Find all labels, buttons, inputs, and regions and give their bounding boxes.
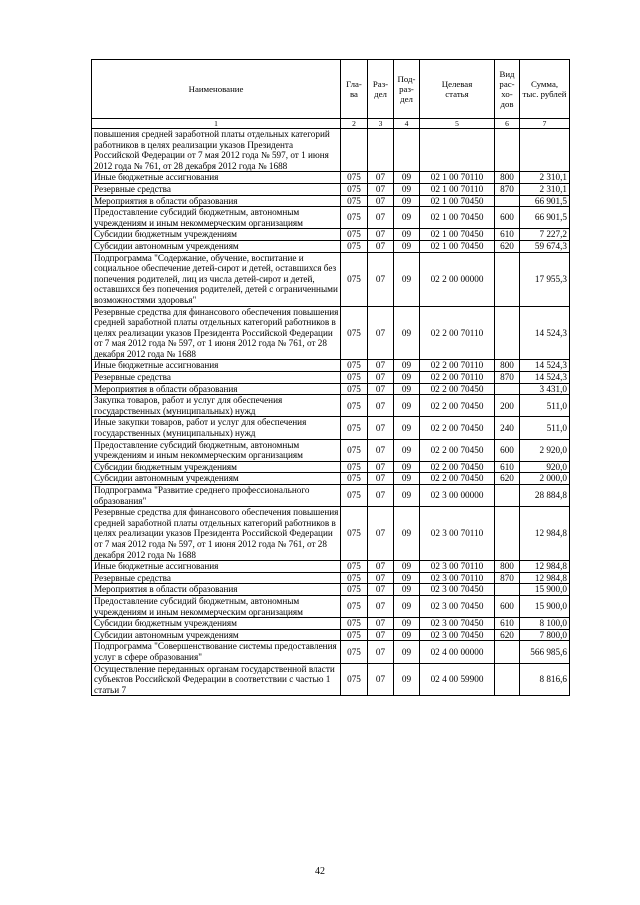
cell-name: Субсидии автономным учреждениям xyxy=(92,240,341,252)
cell-target-article: 02 3 00 70110 xyxy=(420,507,495,561)
cell-name: Предоставление субсидий бюджетным, автономным учреждениям и иным некоммерческим организациям xyxy=(92,207,341,229)
cell-expense-type: 870 xyxy=(495,183,520,195)
cell-podrazdel: 09 xyxy=(394,229,420,241)
cell-name: Подпрограмма "Совершенствование системы предоставления услуг в сфере образования" xyxy=(92,641,341,663)
cell-podrazdel: 09 xyxy=(394,240,420,252)
cell-razdel: 07 xyxy=(368,172,394,184)
cell-expense-type: 800 xyxy=(495,561,520,573)
cell-target-article: 02 4 00 59900 xyxy=(420,663,495,696)
table-row xyxy=(92,129,570,172)
cell-razdel: 07 xyxy=(368,629,394,641)
cell-podrazdel: 09 xyxy=(394,507,420,561)
cell-target-article: 02 2 00 70450 xyxy=(420,439,495,461)
cell-sum: 17 955,3 xyxy=(520,252,570,306)
table-row xyxy=(92,618,570,630)
cell-sum: 511,0 xyxy=(520,395,570,417)
cell-name: Субсидии бюджетным учреждениям xyxy=(92,618,341,630)
cell-sum: 2 920,0 xyxy=(520,439,570,461)
cell-target-article: 02 3 00 70450 xyxy=(420,618,495,630)
cell-razdel: 07 xyxy=(368,507,394,561)
cell-sum: 14 524,3 xyxy=(520,306,570,360)
column-number: 4 xyxy=(394,119,420,129)
cell-razdel: 07 xyxy=(368,473,394,485)
cell-podrazdel: 09 xyxy=(394,641,420,663)
cell-name: Резервные средства для финансового обеспечения повышения средней заработной платы отдельных категорий работников в целях реализации указов Президента Российской Федерации от 7 мая 2012 года № 597, от 1 июня 2012 года № 761, от 28 декабря 2012 года № 1688 xyxy=(92,306,341,360)
cell-expense-type xyxy=(495,584,520,596)
cell-razdel: 07 xyxy=(368,461,394,473)
cell-name: Иные бюджетные ассигнования xyxy=(92,172,341,184)
cell-podrazdel: 09 xyxy=(394,663,420,696)
cell-expense-type: 200 xyxy=(495,395,520,417)
cell-target-article: 02 3 00 70450 xyxy=(420,629,495,641)
cell-name: Подпрограмма "Содержание, обучение, воспитание и социальное обеспечение детей-сирот и детей, оставшихся без попечения родителей, лиц из числа детей-сирот и детей, оставшихся без попечения родителей, детей с ограниченными возможностями здоровья" xyxy=(92,252,341,306)
cell-glava: 075 xyxy=(341,417,368,439)
cell-razdel: 07 xyxy=(368,372,394,384)
table-row xyxy=(92,417,570,439)
cell-expense-type: 610 xyxy=(495,618,520,630)
cell-name: Иные закупки товаров, работ и услуг для обеспечения государственных (муниципальных) нужд xyxy=(92,417,341,439)
cell-sum xyxy=(520,129,570,172)
column-number: 1 xyxy=(92,119,341,129)
cell-target-article: 02 2 00 70450 xyxy=(420,383,495,395)
cell-glava: 075 xyxy=(341,561,368,573)
cell-glava: 075 xyxy=(341,306,368,360)
cell-razdel: 07 xyxy=(368,395,394,417)
cell-glava: 075 xyxy=(341,461,368,473)
cell-expense-type xyxy=(495,641,520,663)
cell-expense-type: 240 xyxy=(495,417,520,439)
cell-sum: 8 100,0 xyxy=(520,618,570,630)
cell-razdel: 07 xyxy=(368,595,394,617)
cell-expense-type: 800 xyxy=(495,172,520,184)
cell-expense-type xyxy=(495,252,520,306)
budget-table xyxy=(91,59,570,696)
cell-razdel: 07 xyxy=(368,207,394,229)
cell-razdel: 07 xyxy=(368,195,394,207)
cell-sum: 66 901,5 xyxy=(520,207,570,229)
cell-expense-type xyxy=(495,383,520,395)
cell-podrazdel: 09 xyxy=(394,572,420,584)
cell-razdel: 07 xyxy=(368,641,394,663)
table-row xyxy=(92,372,570,384)
table-row xyxy=(92,360,570,372)
cell-glava: 075 xyxy=(341,207,368,229)
cell-sum: 511,0 xyxy=(520,417,570,439)
cell-podrazdel: 09 xyxy=(394,461,420,473)
cell-podrazdel: 09 xyxy=(394,417,420,439)
cell-razdel: 07 xyxy=(368,240,394,252)
table-row xyxy=(92,584,570,596)
cell-expense-type: 870 xyxy=(495,572,520,584)
cell-razdel: 07 xyxy=(368,229,394,241)
cell-target-article: 02 2 00 70110 xyxy=(420,372,495,384)
cell-expense-type: 870 xyxy=(495,372,520,384)
header-sum: Сумма, тыс. рублей xyxy=(520,60,570,119)
cell-razdel: 07 xyxy=(368,183,394,195)
cell-target-article: 02 1 00 70450 xyxy=(420,229,495,241)
header-glava: Гла- ва xyxy=(341,60,368,119)
cell-sum: 7 800,0 xyxy=(520,629,570,641)
cell-sum: 59 674,3 xyxy=(520,240,570,252)
cell-name: Осуществление переданных органам государственной власти субъектов Российской Федерации в соответствии с частью 1 статьи 7 xyxy=(92,663,341,696)
cell-podrazdel: 09 xyxy=(394,561,420,573)
cell-target-article: 02 2 00 70450 xyxy=(420,417,495,439)
cell-glava: 075 xyxy=(341,641,368,663)
cell-glava: 075 xyxy=(341,229,368,241)
cell-target-article: 02 3 00 70110 xyxy=(420,561,495,573)
cell-razdel: 07 xyxy=(368,584,394,596)
table-row xyxy=(92,207,570,229)
cell-glava: 075 xyxy=(341,383,368,395)
header-razdel: Раз- дел xyxy=(368,60,394,119)
cell-target-article: 02 3 00 00000 xyxy=(420,485,495,507)
column-number: 7 xyxy=(520,119,570,129)
cell-podrazdel: 09 xyxy=(394,473,420,485)
cell-sum: 14 524,3 xyxy=(520,372,570,384)
cell-name: Иные бюджетные ассигнования xyxy=(92,360,341,372)
cell-expense-type: 610 xyxy=(495,229,520,241)
cell-podrazdel: 09 xyxy=(394,207,420,229)
cell-name: Предоставление субсидий бюджетным, автономным учреждениям и иным некоммерческим организациям xyxy=(92,439,341,461)
cell-expense-type xyxy=(495,129,520,172)
cell-target-article: 02 1 00 70110 xyxy=(420,172,495,184)
cell-target-article: 02 2 00 00000 xyxy=(420,252,495,306)
table-row xyxy=(92,595,570,617)
cell-glava: 075 xyxy=(341,584,368,596)
cell-expense-type: 800 xyxy=(495,360,520,372)
header-podrazdel: Под- раз- дел xyxy=(394,60,420,119)
cell-sum: 12 984,8 xyxy=(520,507,570,561)
cell-target-article: 02 1 00 70450 xyxy=(420,195,495,207)
cell-razdel: 07 xyxy=(368,485,394,507)
cell-podrazdel: 09 xyxy=(394,618,420,630)
cell-podrazdel: 09 xyxy=(394,360,420,372)
cell-expense-type xyxy=(495,306,520,360)
cell-target-article: 02 4 00 00000 xyxy=(420,641,495,663)
cell-razdel: 07 xyxy=(368,572,394,584)
cell-name: Мероприятия в области образования xyxy=(92,195,341,207)
cell-podrazdel: 09 xyxy=(394,372,420,384)
table-row xyxy=(92,473,570,485)
cell-podrazdel: 09 xyxy=(394,183,420,195)
cell-expense-type: 610 xyxy=(495,461,520,473)
cell-glava: 075 xyxy=(341,439,368,461)
cell-name: Подпрограмма "Развитие среднего профессионального образования" xyxy=(92,485,341,507)
cell-name: Субсидии бюджетным учреждениям xyxy=(92,461,341,473)
cell-expense-type: 620 xyxy=(495,240,520,252)
table-row xyxy=(92,663,570,696)
cell-name: Субсидии бюджетным учреждениям xyxy=(92,229,341,241)
cell-razdel xyxy=(368,129,394,172)
cell-glava: 075 xyxy=(341,572,368,584)
cell-target-article: 02 1 00 70450 xyxy=(420,207,495,229)
cell-sum: 15 900,0 xyxy=(520,595,570,617)
header-target: Целевая статья xyxy=(420,60,495,119)
cell-sum: 566 985,6 xyxy=(520,641,570,663)
column-number: 5 xyxy=(420,119,495,129)
table-body xyxy=(92,129,570,696)
cell-target-article: 02 2 00 70450 xyxy=(420,461,495,473)
cell-target-article: 02 1 00 70450 xyxy=(420,240,495,252)
cell-podrazdel: 09 xyxy=(394,485,420,507)
table-row xyxy=(92,383,570,395)
cell-target-article: 02 3 00 70450 xyxy=(420,595,495,617)
cell-name: Субсидии автономным учреждениям xyxy=(92,629,341,641)
cell-glava: 075 xyxy=(341,172,368,184)
table-row xyxy=(92,252,570,306)
cell-podrazdel: 09 xyxy=(394,439,420,461)
cell-razdel: 07 xyxy=(368,383,394,395)
cell-glava: 075 xyxy=(341,195,368,207)
cell-sum: 2 000,0 xyxy=(520,473,570,485)
cell-glava: 075 xyxy=(341,360,368,372)
cell-glava: 075 xyxy=(341,595,368,617)
cell-sum: 920,0 xyxy=(520,461,570,473)
table-row xyxy=(92,561,570,573)
table-row xyxy=(92,629,570,641)
cell-target-article: 02 2 00 70110 xyxy=(420,360,495,372)
cell-expense-type: 600 xyxy=(495,439,520,461)
cell-target-article: 02 2 00 70450 xyxy=(420,473,495,485)
cell-target-article xyxy=(420,129,495,172)
cell-sum: 8 816,6 xyxy=(520,663,570,696)
cell-target-article: 02 2 00 70110 xyxy=(420,306,495,360)
cell-name: Субсидии автономным учреждениям xyxy=(92,473,341,485)
cell-razdel: 07 xyxy=(368,360,394,372)
table-row xyxy=(92,395,570,417)
cell-target-article: 02 1 00 70110 xyxy=(420,183,495,195)
table-row xyxy=(92,641,570,663)
cell-podrazdel: 09 xyxy=(394,584,420,596)
cell-razdel: 07 xyxy=(368,663,394,696)
cell-razdel: 07 xyxy=(368,417,394,439)
cell-sum: 7 227,2 xyxy=(520,229,570,241)
cell-glava: 075 xyxy=(341,395,368,417)
cell-expense-type xyxy=(495,195,520,207)
cell-podrazdel: 09 xyxy=(394,595,420,617)
cell-glava: 075 xyxy=(341,252,368,306)
cell-expense-type: 620 xyxy=(495,629,520,641)
cell-expense-type xyxy=(495,663,520,696)
column-number: 6 xyxy=(495,119,520,129)
cell-sum: 2 310,1 xyxy=(520,183,570,195)
table-row xyxy=(92,485,570,507)
cell-podrazdel: 09 xyxy=(394,252,420,306)
cell-glava: 075 xyxy=(341,507,368,561)
cell-sum: 12 984,8 xyxy=(520,561,570,573)
cell-podrazdel xyxy=(394,129,420,172)
cell-glava: 075 xyxy=(341,663,368,696)
cell-name: Резервные средства xyxy=(92,183,341,195)
cell-razdel: 07 xyxy=(368,306,394,360)
cell-sum: 14 524,3 xyxy=(520,360,570,372)
cell-razdel: 07 xyxy=(368,618,394,630)
cell-name: повышения средней заработной платы отдельных категорий работников в целях реализации указов Президента Российской Федерации от 7 мая 2012 года № 597, от 1 июня 2012 года № 761, от 28 декабря 2012 года № 1688 xyxy=(92,129,341,172)
cell-razdel: 07 xyxy=(368,439,394,461)
cell-expense-type xyxy=(495,507,520,561)
cell-name: Резервные средства xyxy=(92,572,341,584)
table-row xyxy=(92,195,570,207)
table-row xyxy=(92,183,570,195)
cell-podrazdel: 09 xyxy=(394,172,420,184)
cell-podrazdel: 09 xyxy=(394,629,420,641)
cell-glava: 075 xyxy=(341,240,368,252)
table-row xyxy=(92,507,570,561)
cell-expense-type xyxy=(495,485,520,507)
cell-glava xyxy=(341,129,368,172)
cell-expense-type: 600 xyxy=(495,207,520,229)
cell-sum: 2 310,1 xyxy=(520,172,570,184)
header-vid: Вид рас- хо- дов xyxy=(495,60,520,119)
cell-sum: 28 884,8 xyxy=(520,485,570,507)
cell-expense-type: 600 xyxy=(495,595,520,617)
cell-name: Резервные средства для финансового обеспечения повышения средней заработной платы отдельных категорий работников в целях реализации указов Президента Российской Федерации от 7 мая 2012 года № 597, от 1 июня 2012 года № 761, от 28 декабря 2012 года № 1688 xyxy=(92,507,341,561)
cell-glava: 075 xyxy=(341,473,368,485)
cell-sum: 12 984,8 xyxy=(520,572,570,584)
header-name: Наименование xyxy=(92,60,341,119)
table-row xyxy=(92,229,570,241)
table-row xyxy=(92,461,570,473)
cell-razdel: 07 xyxy=(368,561,394,573)
cell-target-article: 02 2 00 70450 xyxy=(420,395,495,417)
cell-glava: 075 xyxy=(341,629,368,641)
cell-glava: 075 xyxy=(341,485,368,507)
page-number: 42 xyxy=(315,866,325,877)
cell-name: Резервные средства xyxy=(92,372,341,384)
cell-podrazdel: 09 xyxy=(394,195,420,207)
cell-podrazdel: 09 xyxy=(394,395,420,417)
table-row xyxy=(92,240,570,252)
cell-name: Мероприятия в области образования xyxy=(92,584,341,596)
cell-name: Мероприятия в области образования xyxy=(92,383,341,395)
cell-expense-type: 620 xyxy=(495,473,520,485)
cell-sum: 66 901,5 xyxy=(520,195,570,207)
cell-name: Предоставление субсидий бюджетным, автономным учреждениям и иным некоммерческим организациям xyxy=(92,595,341,617)
table-row xyxy=(92,172,570,184)
cell-razdel: 07 xyxy=(368,252,394,306)
cell-podrazdel: 09 xyxy=(394,383,420,395)
column-number: 3 xyxy=(368,119,394,129)
cell-sum: 3 431,0 xyxy=(520,383,570,395)
cell-glava: 075 xyxy=(341,618,368,630)
cell-target-article: 02 3 00 70110 xyxy=(420,572,495,584)
cell-glava: 075 xyxy=(341,372,368,384)
column-number: 2 xyxy=(341,119,368,129)
cell-sum: 15 900,0 xyxy=(520,584,570,596)
table-row xyxy=(92,572,570,584)
cell-podrazdel: 09 xyxy=(394,306,420,360)
table-row xyxy=(92,439,570,461)
cell-target-article: 02 3 00 70450 xyxy=(420,584,495,596)
cell-name: Иные бюджетные ассигнования xyxy=(92,561,341,573)
cell-name: Закупка товаров, работ и услуг для обеспечения государственных (муниципальных) нужд xyxy=(92,395,341,417)
table-row xyxy=(92,306,570,360)
cell-glava: 075 xyxy=(341,183,368,195)
